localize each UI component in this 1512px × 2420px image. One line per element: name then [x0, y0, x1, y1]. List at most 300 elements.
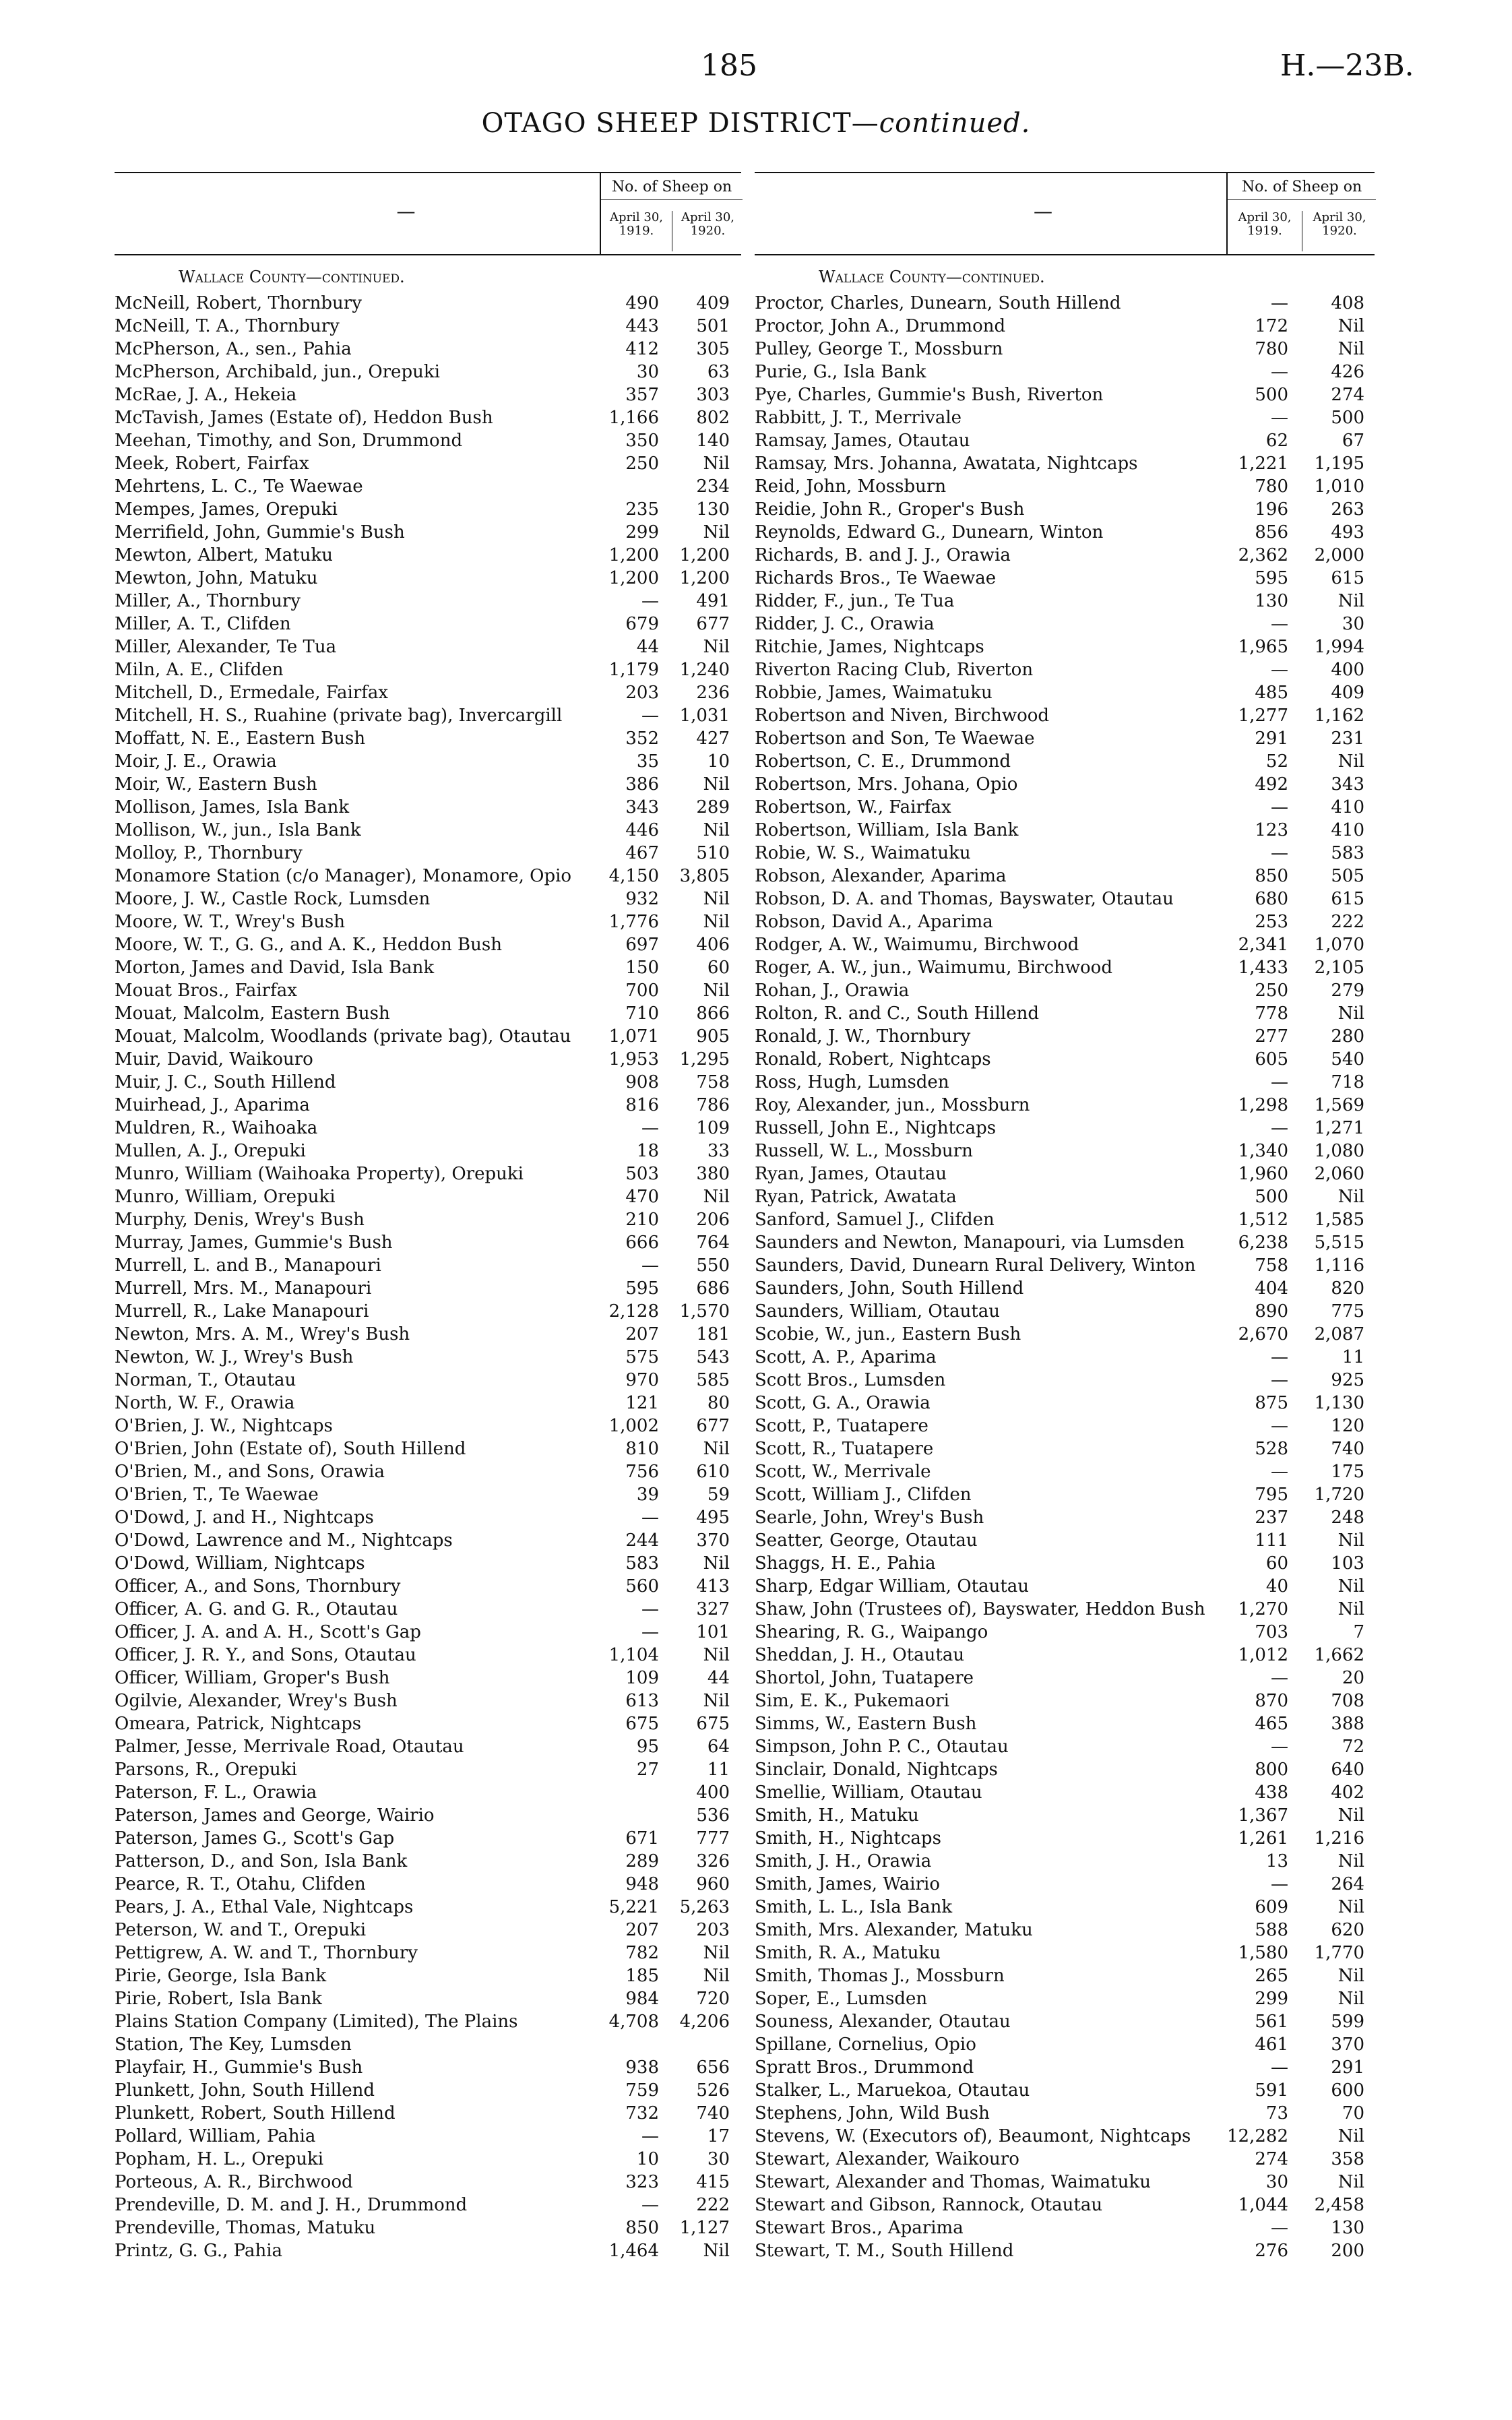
sheep-1920: Nil — [703, 2241, 730, 2261]
owner-name: Moir, W., Eastern Bush — [115, 774, 317, 795]
table-row — [755, 1185, 1375, 1208]
table-row — [755, 1071, 1375, 1094]
owner-name: Ross, Hugh, Lumsden — [755, 1072, 949, 1092]
header-dash: — — [396, 200, 416, 222]
sheep-1920: 2,105 — [1314, 958, 1364, 978]
owner-name: Soper, E., Lumsden — [755, 1989, 928, 2009]
table-row — [115, 1277, 741, 1300]
sheep-1919: — — [641, 1255, 659, 1276]
table-row — [115, 2079, 741, 2102]
table-row — [115, 1827, 741, 1850]
table-row — [115, 383, 741, 406]
sheep-1920: 370 — [1331, 2035, 1364, 2055]
sheep-1919: — — [1271, 843, 1288, 863]
sheep-1919: 890 — [1255, 1301, 1288, 1322]
table-row — [115, 2125, 741, 2148]
owner-name: Molloy, P., Thornbury — [115, 843, 303, 863]
sheep-1920: 64 — [707, 1737, 730, 1757]
sheep-1919: 492 — [1255, 774, 1288, 795]
sheep-count-header — [600, 173, 743, 254]
table-row — [755, 888, 1375, 910]
owner-name: McNeill, Robert, Thornbury — [115, 293, 362, 313]
sheep-1920: 764 — [696, 1233, 730, 1253]
table-row — [755, 2239, 1375, 2262]
owner-name: Paterson, F. L., Orawia — [115, 1782, 317, 1803]
table-row — [755, 1758, 1375, 1781]
sheep-1919: 1,044 — [1238, 2195, 1288, 2215]
sheep-1920: Nil — [1337, 1003, 1364, 1024]
owner-name: Rabbitt, J. T., Merrivale — [755, 408, 962, 428]
owner-name: O'Dowd, William, Nightcaps — [115, 1553, 365, 1574]
owner-name: Roger, A. W., jun., Waimumu, Birchwood — [755, 958, 1112, 978]
owner-name: Purie, G., Isla Bank — [755, 362, 926, 382]
sheep-1920: Nil — [703, 637, 730, 657]
owner-name: Stewart and Gibson, Rannock, Otautau — [755, 2195, 1103, 2215]
sheep-1920: Nil — [703, 1943, 730, 1963]
sheep-1920: 1,585 — [1314, 1210, 1364, 1230]
owner-name: O'Dowd, J. and H., Nightcaps — [115, 1508, 374, 1528]
owner-name: Roy, Alexander, jun., Mossburn — [755, 1095, 1030, 1115]
sheep-1919: 700 — [625, 981, 659, 1001]
sheep-1919: 908 — [625, 1072, 659, 1092]
sheep-1919: 870 — [1255, 1691, 1288, 1711]
sheep-1920: 59 — [707, 1485, 730, 1505]
owner-name: Murrell, R., Lake Manapouri — [115, 1301, 369, 1322]
sheep-1919: 73 — [1265, 2103, 1288, 2123]
sheep-1920: Nil — [703, 981, 730, 1001]
sheep-1920: 500 — [1331, 408, 1364, 428]
owner-name: Norman, T., Otautau — [115, 1370, 296, 1390]
owner-name: McPherson, A., sen., Pahia — [115, 339, 352, 359]
sheep-1920: 206 — [696, 1210, 730, 1230]
sheep-1920: 72 — [1342, 1737, 1364, 1757]
owner-name: Mouat, Malcolm, Eastern Bush — [115, 1003, 390, 1024]
owner-name: Miller, A., Thornbury — [115, 591, 301, 611]
owner-name: Muir, J. C., South Hillend — [115, 1072, 336, 1092]
sheep-1919: 671 — [625, 1828, 659, 1849]
sheep-1919: 780 — [1255, 476, 1288, 497]
table-row — [755, 750, 1375, 773]
sheep-1919: 299 — [1255, 1989, 1288, 2009]
sheep-1919: 404 — [1255, 1278, 1288, 1299]
table-row — [115, 658, 741, 681]
sheep-1920: Nil — [1337, 1897, 1364, 1917]
table-row — [115, 1873, 741, 1896]
sheep-1920: 677 — [696, 614, 730, 634]
owner-name: Pettigrew, A. W. and T., Thornbury — [115, 1943, 418, 1963]
sheep-1920: 410 — [1331, 797, 1364, 817]
sheep-1919: 782 — [625, 1943, 659, 1963]
sheep-1919: 4,150 — [608, 866, 659, 886]
sheep-1920: 777 — [696, 1828, 730, 1849]
table-row — [115, 1667, 741, 1689]
table-row — [755, 910, 1375, 933]
owner-name: Smith, J. H., Orawia — [755, 1851, 932, 1871]
sheep-1919: 274 — [1255, 2149, 1288, 2169]
table-row — [115, 1964, 741, 1987]
sheep-1919: 291 — [1255, 728, 1288, 749]
table-row — [755, 1117, 1375, 1140]
sheep-1920: 30 — [1342, 614, 1364, 634]
table-row — [755, 361, 1375, 383]
page-title — [0, 108, 1512, 139]
sheep-1920: Nil — [1337, 339, 1364, 359]
table-row — [115, 1598, 741, 1621]
sheep-1920: 222 — [1331, 912, 1364, 932]
table-row — [755, 1208, 1375, 1231]
table-row — [115, 1644, 741, 1667]
sheep-1919: 675 — [625, 1714, 659, 1734]
sheep-1920: Nil — [703, 1439, 730, 1459]
sheep-1919: — — [1271, 1072, 1288, 1092]
sheep-1919: — — [1271, 1370, 1288, 1390]
table-row — [755, 1575, 1375, 1598]
table-row — [115, 2102, 741, 2125]
sheep-1919: — — [641, 1599, 659, 1619]
sheep-1919: — — [641, 706, 659, 726]
sheep-1920: 4,206 — [679, 2012, 730, 2032]
table-row — [755, 1987, 1375, 2010]
table-row — [115, 1919, 741, 1942]
table-row — [115, 1552, 741, 1575]
table-row — [115, 452, 741, 475]
table-row — [755, 2056, 1375, 2079]
sheep-1919: 1,179 — [608, 660, 659, 680]
table-row — [755, 1942, 1375, 1964]
sheep-1920: 960 — [696, 1874, 730, 1894]
sheep-1920: Nil — [1337, 316, 1364, 336]
sheep-1920: 274 — [1331, 385, 1364, 405]
owner-name: Mempes, James, Orepuki — [115, 499, 338, 520]
owner-name: Playfair, H., Gummie's Bush — [115, 2057, 363, 2078]
sheep-1919: 1,953 — [608, 1049, 659, 1069]
year-1920-header: April 30, 1920. — [672, 211, 743, 251]
table-row — [115, 956, 741, 979]
sheep-1920: Nil — [703, 1966, 730, 1986]
sheep-1920: 2,458 — [1314, 2195, 1364, 2215]
sheep-1919: 595 — [1255, 568, 1288, 588]
sheep-1920: 280 — [1331, 1026, 1364, 1047]
sheep-1920: 327 — [696, 1599, 730, 1619]
owner-name: Saunders, William, Otautau — [755, 1301, 1001, 1322]
sheep-1920: Nil — [1337, 1851, 1364, 1871]
sheep-1920: 2,060 — [1314, 1164, 1364, 1184]
sheep-1919: 948 — [625, 1874, 659, 1894]
sheep-1919: 938 — [625, 2057, 659, 2078]
owner-name: Muir, David, Waikouro — [115, 1049, 313, 1069]
table-row — [755, 1323, 1375, 1346]
owner-name: Reynolds, Edward G., Dunearn, Winton — [755, 522, 1104, 542]
sheep-1920: 305 — [696, 339, 730, 359]
sheep-1919: 2,670 — [1238, 1324, 1288, 1344]
owner-name: Stewart, Alexander and Thomas, Waimatuku — [755, 2172, 1151, 2192]
sheep-1919: 323 — [625, 2172, 659, 2192]
owner-name: Muldren, R., Waihoaka — [115, 1118, 318, 1138]
sheep-1920: 234 — [696, 476, 730, 497]
sheep-1919: 253 — [1255, 912, 1288, 932]
sheep-1920: 1,127 — [679, 2218, 730, 2238]
owner-name: Robertson, W., Fairfax — [755, 797, 951, 817]
owner-name: Prendeville, Thomas, Matuku — [115, 2218, 376, 2238]
sheep-1919: 30 — [636, 362, 659, 382]
sheep-1920: Nil — [1337, 1989, 1364, 2009]
sheep-1919: 2,128 — [608, 1301, 659, 1322]
sheep-1919: — — [641, 1508, 659, 1528]
sheep-1920: 599 — [1331, 2012, 1364, 2032]
sheep-1920: 303 — [696, 385, 730, 405]
table-row — [755, 2148, 1375, 2171]
sheep-1919: 6,238 — [1238, 1233, 1288, 1253]
sheep-1920: 495 — [696, 1508, 730, 1528]
table-row — [115, 681, 741, 704]
sheep-1920: 615 — [1331, 568, 1364, 588]
table-row — [115, 590, 741, 613]
table-row — [755, 1162, 1375, 1185]
sheep-1920: 406 — [696, 935, 730, 955]
sheep-1919: 276 — [1255, 2241, 1288, 2261]
owner-name: Scott, R., Tuatapere — [755, 1439, 934, 1459]
sheep-1919: 1,221 — [1238, 454, 1288, 474]
table-row — [115, 1850, 741, 1873]
sheep-1920: 585 — [696, 1370, 730, 1390]
owner-name: O'Dowd, Lawrence and M., Nightcaps — [115, 1530, 453, 1551]
sheep-1919: 250 — [625, 454, 659, 474]
owner-name: Smith, R. A., Matuku — [755, 1943, 941, 1963]
sheep-1919: 123 — [1255, 820, 1288, 840]
sheep-1920: Nil — [1337, 1187, 1364, 1207]
sheep-1920: 11 — [1342, 1347, 1364, 1367]
table-row — [115, 1048, 741, 1071]
sheep-1919: 561 — [1255, 2012, 1288, 2032]
owner-name: Scott Bros., Lumsden — [755, 1370, 946, 1390]
sheep-1920: 380 — [696, 1164, 730, 1184]
sheep-1919: 710 — [625, 1003, 659, 1024]
sheep-1919: — — [1271, 408, 1288, 428]
sheep-1920: 130 — [1331, 2218, 1364, 2238]
table-row — [115, 338, 741, 361]
table-row — [755, 1644, 1375, 1667]
sheep-1919: 1,464 — [608, 2241, 659, 2261]
owner-name: Paterson, James and George, Wairio — [115, 1805, 435, 1826]
owner-name: Plunkett, John, South Hillend — [115, 2080, 375, 2101]
table-row — [115, 1025, 741, 1048]
table-row — [755, 1369, 1375, 1392]
table-row — [755, 842, 1375, 865]
sheep-1919: 759 — [625, 2080, 659, 2101]
sheep-1920: 11 — [707, 1760, 730, 1780]
sheep-1919: 185 — [625, 1966, 659, 1986]
table-row — [755, 1254, 1375, 1277]
owner-name: McRae, J. A., Hekeia — [115, 385, 297, 405]
owner-name: Ramsay, Mrs. Johanna, Awatata, Nightcaps — [755, 454, 1138, 474]
owner-name: Moir, J. E., Orawia — [115, 751, 277, 772]
sheep-1920: 1,080 — [1314, 1141, 1364, 1161]
sheep-1920: 109 — [696, 1118, 730, 1138]
owner-name: Moffatt, N. E., Eastern Bush — [115, 728, 366, 749]
sheep-1919: — — [1271, 1416, 1288, 1436]
table-row — [755, 704, 1375, 727]
table-row — [755, 933, 1375, 956]
table-row — [755, 2010, 1375, 2033]
sheep-1920: Nil — [1337, 751, 1364, 772]
sheep-1919: 438 — [1255, 1782, 1288, 1803]
right-rows — [755, 268, 1375, 2262]
owner-name: Simms, W., Eastern Bush — [755, 1714, 977, 1734]
table-row — [755, 521, 1375, 544]
sheep-1920: 543 — [696, 1347, 730, 1367]
table-row — [755, 1048, 1375, 1071]
sheep-1919: 265 — [1255, 1966, 1288, 1986]
sheep-1920: 343 — [1331, 774, 1364, 795]
table-row — [755, 338, 1375, 361]
owner-name: Seatter, George, Otautau — [755, 1530, 978, 1551]
sheep-1920: 540 — [1331, 1049, 1364, 1069]
sheep-1920: 510 — [696, 843, 730, 863]
owner-name: Souness, Alexander, Otautau — [755, 2012, 1011, 2032]
sheep-1919: 357 — [625, 385, 659, 405]
table-row — [755, 635, 1375, 658]
sheep-1920: Nil — [1337, 1805, 1364, 1826]
sheep-1919: — — [1271, 1462, 1288, 1482]
sheep-1919: 172 — [1255, 316, 1288, 336]
table-row — [755, 1781, 1375, 1804]
owner-name: Printz, G. G., Pahia — [115, 2241, 283, 2261]
table-row — [755, 315, 1375, 338]
table-row — [115, 819, 741, 842]
table-row — [115, 544, 741, 567]
table-row — [115, 1140, 741, 1162]
sheep-1920: 231 — [1331, 728, 1364, 749]
sheep-1919: 588 — [1255, 1920, 1288, 1940]
owner-name: O'Brien, John (Estate of), South Hillend — [115, 1439, 466, 1459]
sheep-1919: 352 — [625, 728, 659, 749]
sheep-1919: — — [1271, 293, 1288, 313]
owner-name: Mollison, W., jun., Isla Bank — [115, 820, 361, 840]
owner-name: McTavish, James (Estate of), Heddon Bush — [115, 408, 493, 428]
owner-name: Officer, A. G. and G. R., Otautau — [115, 1599, 398, 1619]
sheep-1920: 583 — [1331, 843, 1364, 863]
sheep-1919: 595 — [625, 1278, 659, 1299]
table-row — [755, 956, 1375, 979]
sheep-1920: 370 — [696, 1530, 730, 1551]
sheep-1919: 13 — [1265, 1851, 1288, 1871]
sheep-1919: 1,960 — [1238, 1164, 1288, 1184]
owner-name: Mitchell, H. S., Ruahine (private bag), Invercargill — [115, 706, 563, 726]
table-row — [115, 521, 741, 544]
sheep-1919: 1,433 — [1238, 958, 1288, 978]
table-row — [115, 1208, 741, 1231]
table-row — [755, 2216, 1375, 2239]
page-number: 185 — [701, 49, 757, 83]
sheep-1920: 101 — [696, 1622, 730, 1642]
owner-name: Smith, James, Wairio — [755, 1874, 941, 1894]
sheep-1920: Nil — [1337, 591, 1364, 611]
header-dash: — — [1034, 200, 1052, 222]
sheep-1919: 95 — [636, 1737, 659, 1757]
sheep-1920: 905 — [696, 1026, 730, 1047]
sheep-1919: 196 — [1255, 499, 1288, 520]
owner-name: Richards, B. and J. J., Orawia — [755, 545, 1011, 565]
sheep-1920: 2,087 — [1314, 1324, 1364, 1344]
sheep-1920: Nil — [703, 820, 730, 840]
sheep-1919: 679 — [625, 614, 659, 634]
owner-name: Porteous, A. R., Birchwood — [115, 2172, 353, 2192]
table-row — [115, 704, 741, 727]
owner-name: Stewart Bros., Aparima — [755, 2218, 964, 2238]
owner-name: Muirhead, J., Aparima — [115, 1095, 310, 1115]
sheep-1920: 400 — [1331, 660, 1364, 680]
owner-name: Scott, P., Tuatapere — [755, 1416, 928, 1436]
table-row — [755, 383, 1375, 406]
document-reference: H.—23B. — [1280, 49, 1414, 83]
sheep-1919: 203 — [625, 683, 659, 703]
owner-name: Mollison, James, Isla Bank — [115, 797, 350, 817]
sheep-1920: 400 — [696, 1782, 730, 1803]
sheep-1919: 1,298 — [1238, 1095, 1288, 1115]
table-row — [755, 475, 1375, 498]
owner-name: Reid, John, Mossburn — [755, 476, 947, 497]
sheep-1919: 235 — [625, 499, 659, 520]
sheep-1919: 500 — [1255, 1187, 1288, 1207]
owner-name: Robson, David A., Aparima — [755, 912, 993, 932]
sheep-1919: 1,104 — [608, 1645, 659, 1665]
sheep-1920: 1,031 — [679, 706, 730, 726]
sheep-1920: Nil — [703, 889, 730, 909]
sheep-1920: 326 — [696, 1851, 730, 1871]
table-row — [115, 1896, 741, 1919]
owner-name: Saunders and Newton, Manapouri, via Lumsden — [755, 1233, 1185, 1253]
table-row — [755, 796, 1375, 819]
sheep-1919: 490 — [625, 293, 659, 313]
owner-name: Mewton, John, Matuku — [115, 568, 318, 588]
owner-name: Smith, L. L., Isla Bank — [755, 1897, 953, 1917]
sheep-1919: 800 — [1255, 1760, 1288, 1780]
owner-name: Smellie, William, Otautau — [755, 1782, 982, 1803]
sheep-1919: 1,261 — [1238, 1828, 1288, 1849]
owner-name: Stevens, W. (Executors of), Beaumont, Nightcaps — [755, 2126, 1191, 2146]
sheep-1919: 210 — [625, 1210, 659, 1230]
sheep-1920: 175 — [1331, 1462, 1364, 1482]
sheep-1919: 583 — [625, 1553, 659, 1574]
table-row — [755, 1529, 1375, 1552]
sheep-1919: 386 — [625, 774, 659, 795]
owner-name: Scott, A. P., Aparima — [755, 1347, 937, 1367]
sheep-1919: 1,776 — [608, 912, 659, 932]
sheep-1920: 675 — [696, 1714, 730, 1734]
owner-name: Searle, John, Wrey's Bush — [755, 1508, 984, 1528]
sheep-1919: 465 — [1255, 1714, 1288, 1734]
owner-name: Smith, Mrs. Alexander, Matuku — [755, 1920, 1033, 1940]
table-row — [115, 429, 741, 452]
sheep-1919: 12,282 — [1227, 2126, 1288, 2146]
table-row — [755, 1094, 1375, 1117]
table-row — [115, 1781, 741, 1804]
sheep-1919: 1,512 — [1238, 1210, 1288, 1230]
sheep-1919: 680 — [1255, 889, 1288, 909]
sheep-1920: 7 — [1353, 1622, 1364, 1642]
sheep-1919: 500 — [1255, 385, 1288, 405]
table-row — [115, 2148, 741, 2171]
sheep-1919: 732 — [625, 2103, 659, 2123]
sheep-1920: 610 — [696, 1462, 730, 1482]
sheep-1919: 850 — [1255, 866, 1288, 886]
sheep-1920: 3,805 — [679, 866, 730, 886]
table-row — [115, 1300, 741, 1323]
table-row — [755, 452, 1375, 475]
owner-name: Omeara, Patrick, Nightcaps — [115, 1714, 362, 1734]
owner-name: Pearce, R. T., Otahu, Clifden — [115, 1874, 366, 1894]
table-row — [115, 1506, 741, 1529]
